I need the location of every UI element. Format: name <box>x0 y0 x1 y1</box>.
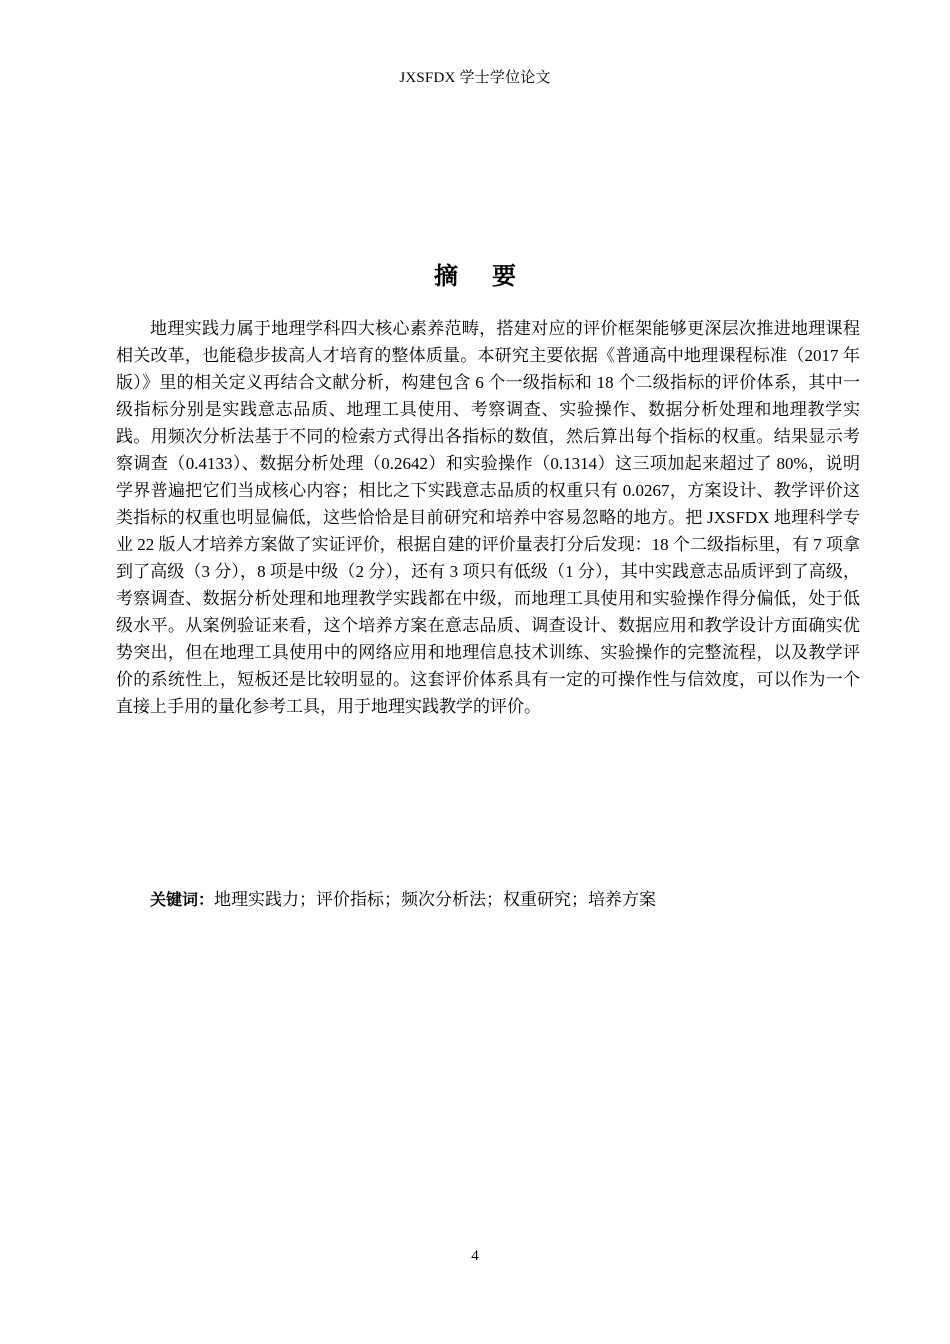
abstract-title <box>0 258 950 294</box>
keywords-text: 地理实践力；评价指标；频次分析法；权重研究；培养方案 <box>214 890 657 909</box>
keywords-line <box>150 886 850 913</box>
keywords-label: 关键词： <box>150 890 215 909</box>
running-header: JXSFDX 学士学位论文 <box>399 70 551 86</box>
abstract-body: 地理实践力属于地理学科四大核心素养范畴，搭建对应的评价框架能够更深层次推进地理课程相关改革，也能稳步拔高人才培育的整体质量。本研究主要依据《普通高中地理课程标准（2017 年版）》里的相关定义再结合文献分析，构建包含 6 个一级指标和 18 个二级指标的评价体系，其中一级指标分别是实践意志品质、地理工具使用、考察调查、实验操作、数据分析处理和地理教学实践。用频次分析法基于不同的检索方式得出各指标的数值，然后算出每个指标的权重。结果显示考察调查（0.4133）、数据分析处理（0.2642）和实验操作（0.1314）这三项加起来超过了 80%，说明学界普遍把它们当成核心内容；相比之下实践意志品质的权重只有 0.0267，方案设计、教学评价这类指标的权重也明显偏低，这些恰恰是目前研究和培养中容易忽略的地方。把 JXSFDX 地理科学专业 22 版人才培养方案做了实证评价，根据自建的评价量表打分后发现：18 个二级指标里，有 7 项拿到了高级（3 分），8 项是中级（2 分），还有 3 项只有低级（1 分），其中实践意志品质评到了高级，考察调查、数据分析处理和地理教学实践都在中级，而地理工具使用和实验操作得分偏低，处于低级水平。从案例验证来看，这个培养方案在意志品质、调查设计、数据应用和教学设计方面确实优势突出，但在地理工具使用中的网络应用和地理信息技术训练、实验操作的完整流程，以及教学评价的系统性上，短板还是比较明显的。这套评价体系具有一定的可操作性与信效度，可以作为一个直接上手用的量化参考工具，用于地理实践教学的评价。 <box>116 319 860 716</box>
abstract-title-char-1: 摘 <box>434 262 458 290</box>
page-number: 4 <box>471 1248 479 1264</box>
header-divider <box>116 95 834 96</box>
abstract-title-char-2: 要 <box>492 262 516 290</box>
